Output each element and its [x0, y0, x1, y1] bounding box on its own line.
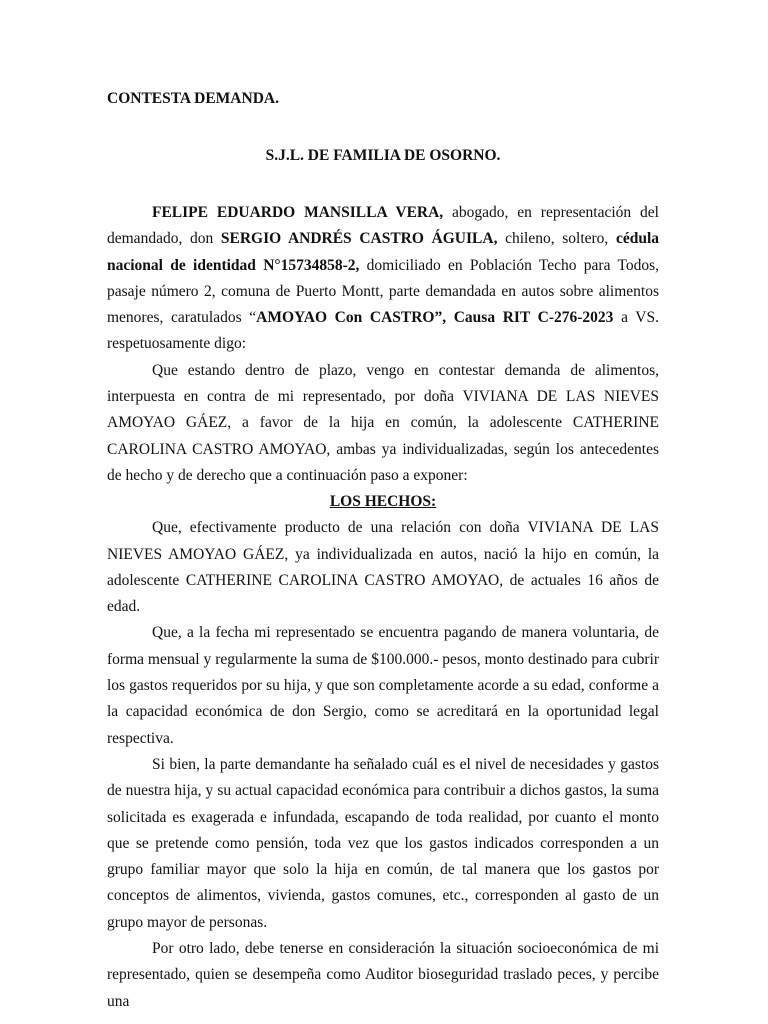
document-page: [107, 86, 659, 1015]
court-heading: S.J.L. DE FAMILIA DE OSORNO.: [265, 147, 501, 164]
intro-text-2: chileno, soltero,: [497, 230, 616, 248]
defendant-name: SERGIO ANDRÉS CASTRO ÁGUILA,: [220, 230, 498, 248]
hechos-paragraph-4: Por otro lado, debe tenerse en consideración la situación socioeconómica de mi representado, quien se desempeña como Auditor bioseguridad traslado peces, y percibe una: [107, 940, 659, 1010]
intro-text-4: a VS. respetuosamente digo:: [107, 309, 659, 353]
intro-paragraph: [107, 200, 659, 358]
hechos-paragraph-1: Que, efectivamente producto de una relación con doña VIVIANA DE LAS NIEVES AMOYAO GÁEZ, ya individualizada en autos, nació la hijo en común, la adolescente CATHERINE CAROLINA CASTRO AMOYAO, de actuales 16 años de edad.: [107, 519, 659, 616]
lawyer-name: FELIPE EDUARDO MANSILLA VERA,: [152, 204, 444, 221]
document-title: CONTESTA DEMANDA.: [107, 90, 279, 107]
plazo-paragraph: Que estando dentro de plazo, vengo en contestar demanda de alimentos, interpuesta en contra de mi representado, por doña VIVIANA DE LAS NIEVES AMOYAO GÁEZ, a favor de la hija en común, la adolescente CATHERINE CAROLINA CASTRO AMOYAO, ambas ya individualizadas, según los antecedentes de hecho y de derecho que a continuación paso a exponer:: [107, 361, 659, 484]
case-caption: AMOYAO Con CASTRO”, Causa RIT C-276-2023: [256, 309, 614, 327]
intro-text-1: abogado, en representación del demandado, don: [107, 204, 659, 248]
hechos-paragraph-2: Que, a la fecha mi representado se encuentra pagando de manera voluntaria, de forma mensual y regularmente la suma de $100.000.- pesos, monto destinado para cubrir los gastos requeridos por su hija, y que son completamente acorde a su edad, conforme a la capacidad económica de don Sergio, como se acreditará en la oportunidad legal respectiva.: [107, 624, 659, 747]
intro-text-3: domiciliado en Población Techo para Todos, pasaje número 2, comuna de Puerto Montt, parte demandada en autos sobre alimentos menores, caratulados “: [107, 256, 659, 327]
section-heading-hechos: LOS HECHOS:: [329, 493, 437, 511]
hechos-paragraph-3: Si bien, la parte demandante ha señalado cuál es el nivel de necesidades y gastos de nuestra hija, y su actual capacidad económica para contribuir a dichos gastos, la suma solicitada es exagerada e infundada, escapando de toda realidad, por cuanto el monto que se pretende como pensión, toda vez que los gastos indicados corresponden a un grupo familiar mayor que solo la hija en común, de tal manera que los gastos por conceptos de alimentos, vivienda, gastos comunes, etc., corresponden al gasto de un grupo mayor de personas.: [107, 755, 659, 931]
id-number: cédula nacional de identidad N°15734858-2,: [107, 230, 660, 274]
